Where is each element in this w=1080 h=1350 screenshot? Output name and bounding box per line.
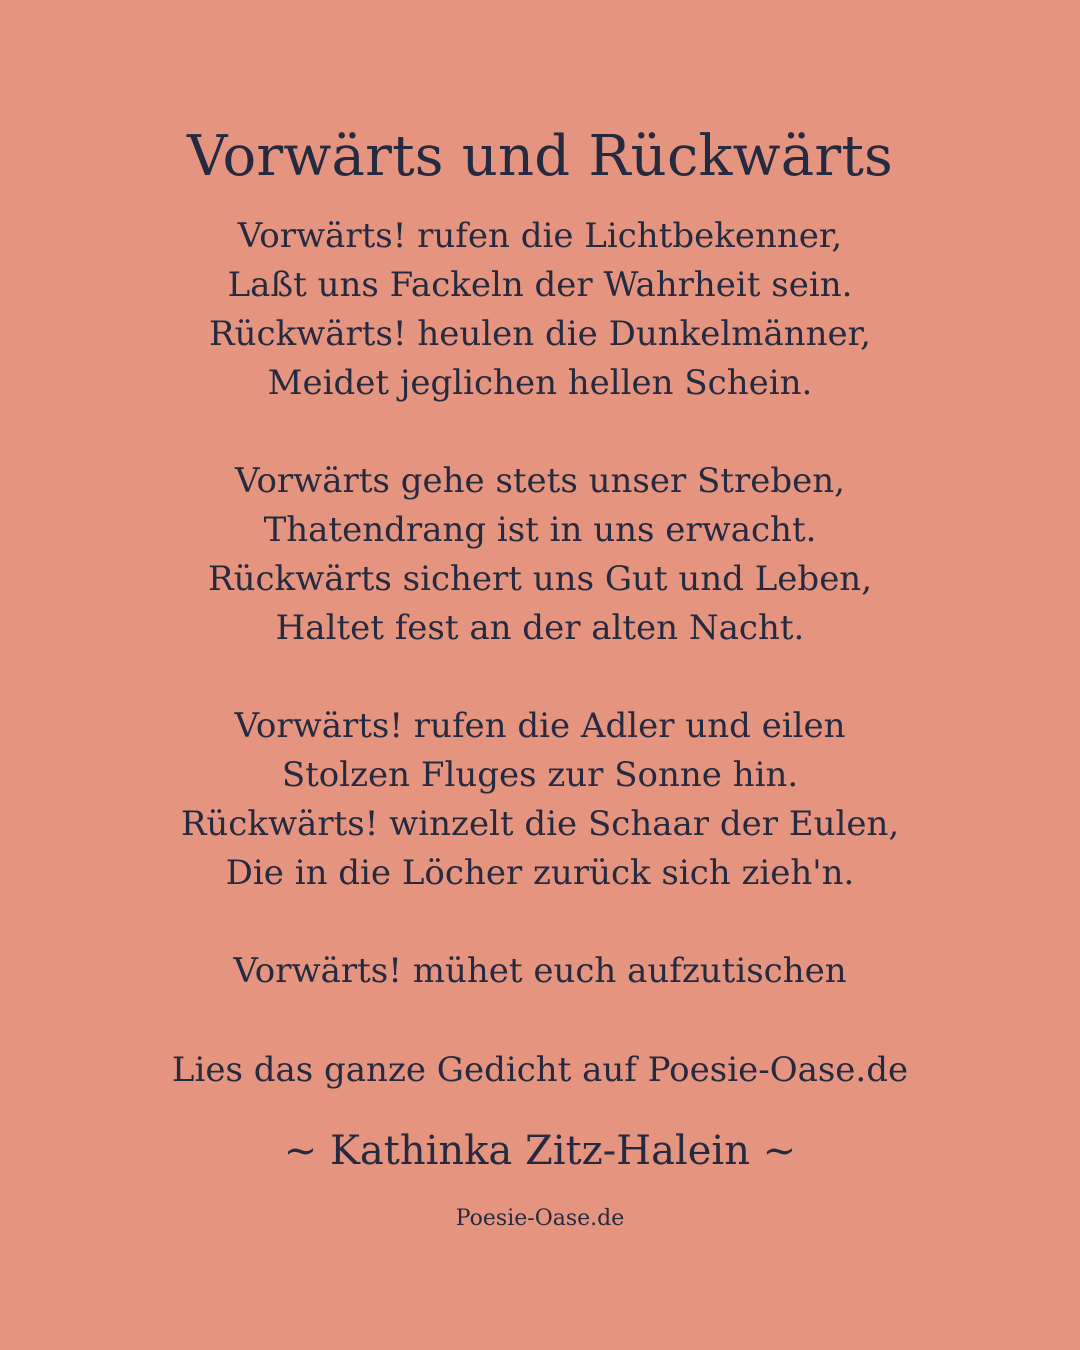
poem-line: Meidet jeglichen hellen Schein. xyxy=(267,363,813,403)
stanza-3 xyxy=(0,702,1080,898)
stanza-1 xyxy=(0,212,1080,408)
read-full-poem-text: Lies das ganze Gedicht auf Poesie-Oase.de xyxy=(171,1050,909,1090)
poem-line: Rückwärts! heulen die Dunkelmänner, xyxy=(209,314,871,354)
poem-line: Vorwärts! rufen die Lichtbekenner, xyxy=(237,216,843,256)
poem-line: Laßt uns Fackeln der Wahrheit sein. xyxy=(227,265,853,305)
poem-line: Vorwärts! rufen die Adler und eilen xyxy=(234,706,846,746)
poem-title: Vorwärts und Rückwärts xyxy=(187,124,893,189)
poem-line: Thatendrang ist in uns erwacht. xyxy=(263,510,817,550)
site-watermark: Poesie-Oase.de xyxy=(455,1206,625,1231)
poem-line: Rückwärts sichert uns Gut und Leben, xyxy=(207,559,873,599)
poem-line: Vorwärts! mühet euch aufzutischen xyxy=(233,951,847,991)
poem-line: Die in die Löcher zurück sich zieh'n. xyxy=(225,853,855,893)
stanza-4 xyxy=(0,947,1080,996)
poem-line: Rückwärts! winzelt die Schaar der Eulen, xyxy=(180,804,900,844)
poem-line: Stolzen Fluges zur Sonne hin. xyxy=(281,755,799,795)
author-name: ~ Kathinka Zitz-Halein ~ xyxy=(283,1128,797,1174)
poem-line: Vorwärts gehe stets unser Streben, xyxy=(235,461,845,501)
stanza-2 xyxy=(0,457,1080,653)
poem-line: Haltet fest an der alten Nacht. xyxy=(275,608,805,648)
